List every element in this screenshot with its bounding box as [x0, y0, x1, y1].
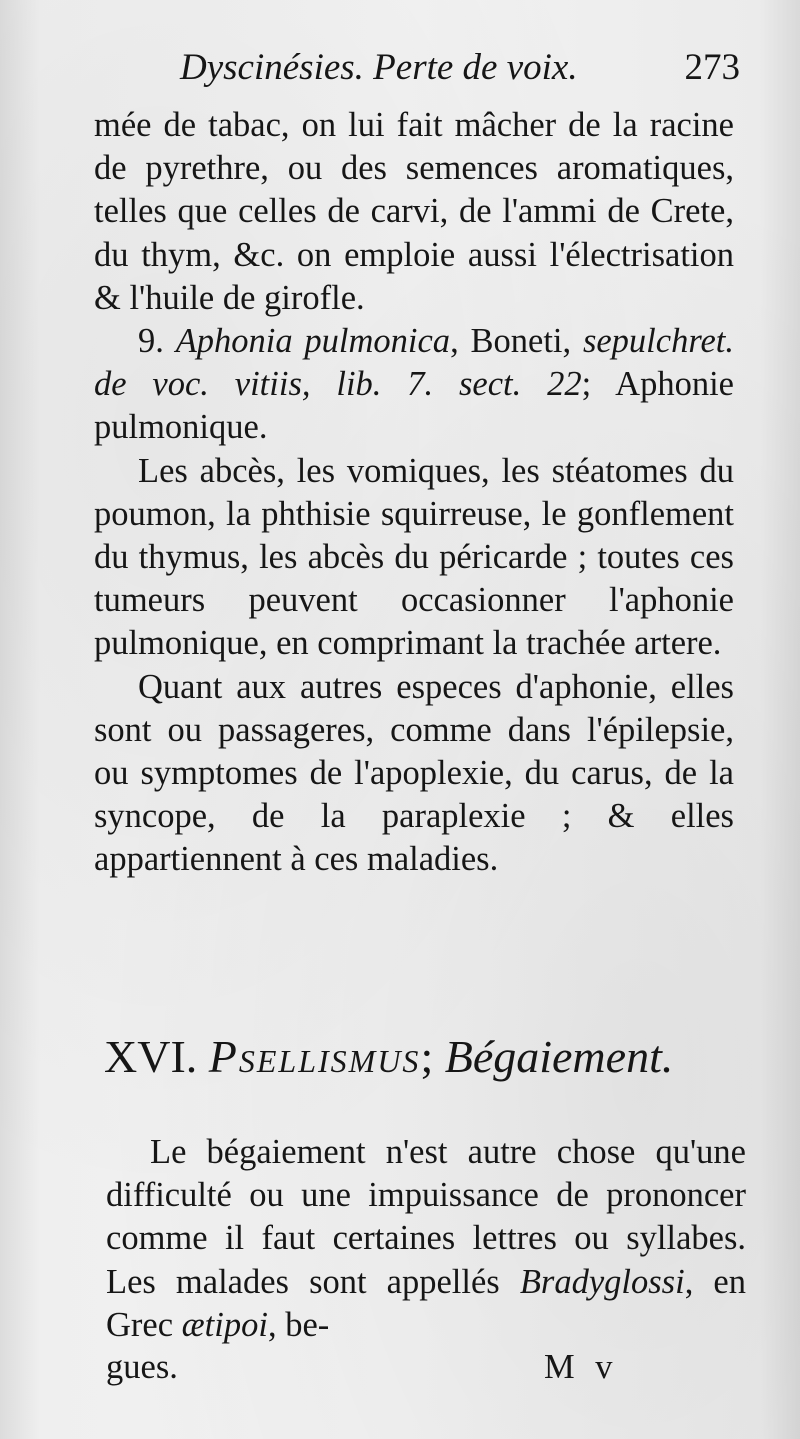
entry-author: , Boneti, [450, 322, 583, 361]
page-number: 273 [684, 47, 740, 88]
entry-latin-title: Aphonia pulmonica [175, 322, 451, 361]
paragraph-continuation: mée de tabac, on lui fait mâcher de la racine de pyrethre, ou des semences aromatiques, telles que celles de carvi, de l'ammi de Crete, du thym, &c. on emploie aussi l'électrisation & l'huile de girofle. [94, 106, 734, 317]
section-separator: ; [420, 1031, 445, 1082]
paragraph-begaiement [106, 1131, 746, 1347]
section-heading [104, 1030, 754, 1090]
term-greek: ætipoi [181, 1305, 268, 1344]
paragraph-abces: Les abcès, les vomiques, les stéatomes du poumon, la phthisie squirreuse, le gonflement du thymus, les abcès du péricarde ; toutes ces tumeurs peuvent occasionner l'aphonie pulmonique, en comprimant la trachée artere. [94, 451, 734, 663]
paragraph-autres-especes: Quant aux autres especes d'aphonie, elles sont ou passageres, comme dans l'épilepsie, ou symptomes de l'apoplexie, du carus, de la syncope, de la paraplexie ; & elles appartiennent à ces maladies. [94, 667, 734, 879]
main-text-block [94, 104, 734, 882]
signature-mark: M v [544, 1348, 619, 1386]
term-bradyglossi: Bradyglossi [519, 1262, 685, 1301]
section-french-title: Bégaiement. [444, 1031, 674, 1082]
last-word: gues. [106, 1348, 178, 1386]
entry-reference: sepulchret. de voc. vitiis, lib. 7. sect. 22 [94, 322, 734, 404]
entry-number: 9. [138, 322, 164, 361]
section-latin-title: Psellismus [208, 1031, 421, 1082]
running-head-title: Dyscinésies. Perte de voix. [180, 47, 578, 88]
running-head [180, 46, 740, 98]
section-text-block [106, 1131, 746, 1347]
entry-french-title: Aphonie pulmonique. [94, 365, 734, 447]
paragraph-begaiement-part3: , be- [267, 1305, 330, 1344]
paragraph-begaiement-part2: , en Grec [106, 1262, 746, 1344]
entry-aphonia-pulmonica [94, 320, 734, 450]
section-number: XVI. [104, 1031, 209, 1082]
paragraph-begaiement-part1: Le bégaiement n'est autre chose qu'une difficulté ou une impuissance de prononcer comme il faut certaines lettres ou syllabes. Les malades sont appellés [106, 1133, 746, 1301]
entry-separator: ; [581, 365, 616, 404]
page-footer [106, 1348, 746, 1394]
